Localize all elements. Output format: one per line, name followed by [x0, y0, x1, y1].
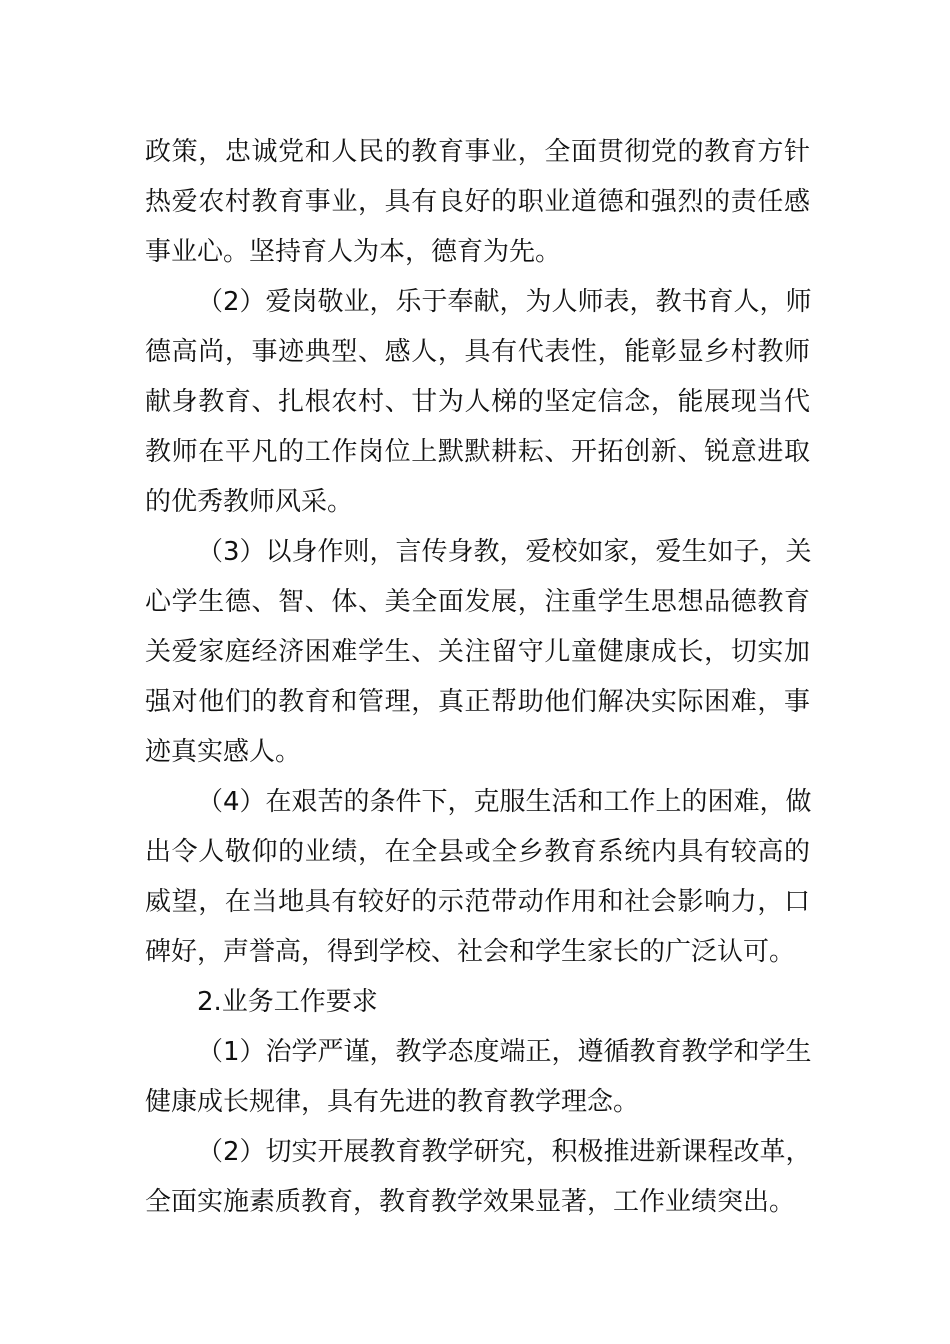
text-line: 关爱家庭经济困难学生、关注留守儿童健康成长，切实加 [145, 637, 810, 667]
text-line: 碑好，声誉高，得到学校、社会和学生家长的广泛认可。 [145, 937, 796, 967]
text-line: 热爱农村教育事业，具有良好的职业道德和强烈的责任感 [145, 187, 810, 217]
business-item-1-start: （1）治学严谨，教学态度端正，遵循教育教学和学生 [197, 1037, 812, 1067]
text-line: 教师在平凡的工作岗位上默默耕耘、开拓创新、锐意进取 [145, 437, 810, 467]
text-line: 的优秀教师风采。 [145, 487, 354, 517]
document-body [145, 127, 810, 1227]
paragraph-4-start: （4）在艰苦的条件下，克服生活和工作上的困难，做 [197, 787, 812, 817]
text-line: 强对他们的教育和管理，真正帮助他们解决实际困难，事 [145, 687, 810, 717]
text-line: 威望，在当地具有较好的示范带动作用和社会影响力，口 [145, 887, 810, 917]
text-line: 健康成长规律，具有先进的教育教学理念。 [145, 1087, 640, 1117]
text-line: 政策，忠诚党和人民的教育事业，全面贯彻党的教育方针 [145, 137, 810, 167]
text-line: 事业心。坚持育人为本，德育为先。 [145, 237, 562, 267]
text-line: 德高尚，事迹典型、感人，具有代表性，能彰显乡村教师 [145, 337, 810, 367]
text-line: 献身教育、扎根农村、甘为人梯的坚定信念，能展现当代 [145, 387, 810, 417]
paragraph-2-start: （2）爱岗敬业，乐于奉献，为人师表，教书育人，师 [197, 287, 812, 317]
text-line: 全面实施素质教育，教育教学效果显著，工作业绩突出。 [145, 1187, 796, 1217]
text-line: 迹真实感人。 [145, 737, 302, 767]
section-heading: 2.业务工作要求 [197, 987, 378, 1017]
paragraph-3-start: （3）以身作则，言传身教，爱校如家，爱生如子，关 [197, 537, 812, 567]
business-item-2-start: （2）切实开展教育教学研究，积极推进新课程改革， [197, 1137, 812, 1167]
text-line: 心学生德、智、体、美全面发展，注重学生思想品德教育 [145, 587, 810, 617]
text-line: 出令人敬仰的业绩，在全县或全乡教育系统内具有较高的 [145, 837, 810, 867]
